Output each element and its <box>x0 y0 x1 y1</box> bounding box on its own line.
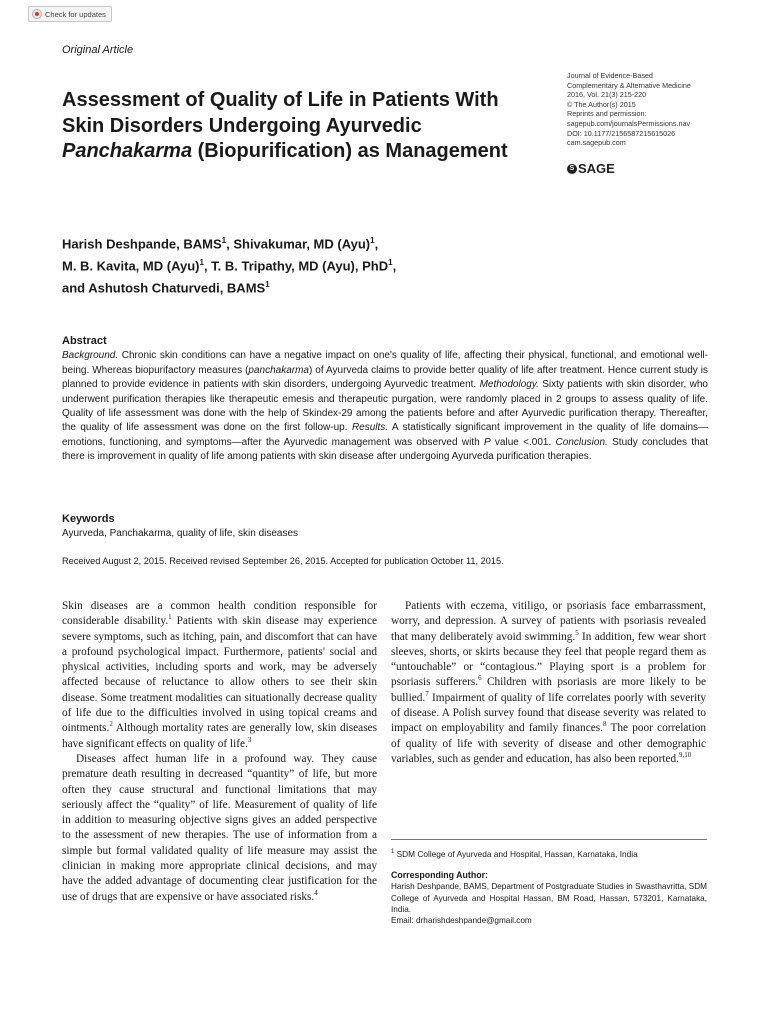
title-text-1: Assessment of Quality of Life in Patients With Skin Disorders Undergoing Ayurvedic <box>62 89 499 137</box>
author-name: , Shivakumar, MD (Ayu) <box>226 236 371 252</box>
abstract-label: Results. <box>351 422 389 434</box>
body-text: Diseases affect human life in a profound way. They cause premature death resulting in decreased “quantity” of life, but more often they cause structural and functional limitations that may seriously affect the “quality” of life. Measurement of quality of life in addition to measuring objective signs gives an added perspective to the assessment of new therapies. The use of information from a simple but formal validated quality of life measure may assist the clinician in making more appropriate clinical decisions, and may have the added advantage of documenting clear justification for the use of drugs that are expensive or have associated risks. <box>62 752 377 903</box>
reference-link[interactable]: 6 <box>478 674 482 683</box>
reference-link[interactable]: 3 <box>247 735 252 744</box>
journal-line: Complementary & Alternative Medicine <box>567 80 691 90</box>
body-text: Impairment of quality of life correlates poorly with severity of disease. A Polish survey found that disease severity was related to impact on employability and family finances. <box>391 691 706 735</box>
article-title <box>62 88 512 165</box>
author-separator: , <box>392 258 397 274</box>
email-link[interactable]: Email: drharishdeshpande@gmail.com <box>391 916 532 926</box>
article-type: Original Article <box>62 44 134 56</box>
sage-logo <box>567 161 615 176</box>
affiliation-mark: 1 <box>391 849 395 856</box>
affiliation-mark: 1 <box>370 236 375 245</box>
update-icon <box>32 9 42 19</box>
abstract-text: value <.001. <box>490 436 552 448</box>
sage-logo-icon: S <box>567 164 577 174</box>
journal-info <box>567 71 737 148</box>
corresponding-author <box>391 870 707 926</box>
reference-link[interactable]: 1 <box>168 613 172 622</box>
journal-line: 2016, Vol. 21(3) 215-220 <box>567 90 647 100</box>
author-name: , T. B. Tripathy, MD (Ayu), PhD <box>203 258 389 274</box>
abstract-italic-term: P <box>483 436 491 448</box>
journal-line: Journal of Evidence-Based <box>567 71 653 80</box>
abstract-label: Conclusion. <box>555 436 608 448</box>
abstract-heading: Abstract <box>62 335 107 347</box>
body-text: Patients with eczema, vitiligo, or psoriasis face embarrassment, worry, and depression. A survey of patients with psoriasis revealed that many deliberately avoid swimming. <box>391 600 706 643</box>
author-name: M. B. Kavita, MD (Ayu) <box>62 258 200 274</box>
publication-dates: Received August 2, 2015. Received revised September 26, 2015. Accepted for publication October 11, 2015. <box>62 556 504 566</box>
abstract-label: Methodology. <box>479 379 539 391</box>
affiliation-footnote <box>391 849 707 859</box>
body-text: Skin diseases are a common health condition responsible for considerable disability. <box>62 600 377 628</box>
affiliation-text: SDM College of Ayurveda and Hospital, Hassan, Karnataka, India <box>394 849 638 859</box>
publisher-name: SAGE <box>578 161 615 176</box>
abstract-text: ) of Ayurveda claims to provide better quality of life after treatment. Hence current study is planned to provide evidence in patients with skin disorders, undergoing Ayurvedic treatment. <box>62 364 708 391</box>
abstract-text: A statistically significant improvement in the quality of life domains—emotions, functioning, and symptoms—after the Ayurvedic management was observed with <box>62 422 708 448</box>
reference-link[interactable]: 7 <box>425 690 429 699</box>
title-italic: Panchakarma <box>62 140 193 162</box>
reference-link[interactable]: 9,10 <box>678 751 692 760</box>
affiliation-mark: 1 <box>265 279 270 289</box>
journal-line: sagepub.com/journalsPermissions.nav <box>567 118 691 128</box>
abstract-section <box>62 334 708 465</box>
keywords-heading: Keywords <box>62 513 115 525</box>
author-list <box>62 232 492 297</box>
reference-link[interactable]: 8 <box>602 720 607 729</box>
footnote-divider <box>391 839 707 840</box>
body-text: Children with psoriasis are more likely to be bullied. <box>391 676 706 704</box>
abstract-label: Background. <box>62 350 119 362</box>
affiliation-mark: 1 <box>199 257 204 267</box>
journal-line: Reprints and permission: <box>567 109 647 119</box>
check-for-updates-label: Check for updates <box>45 9 106 19</box>
abstract-text: Sixty patients with skin disorder, who underwent purification therapies like therapeutic emesis and therapeutic purgation, were randomly placed in 2 groups to assess quality of life. Quality of life assessment was done with the help of Skindex-29 among the patients before and after Ayurvedic purification therapy. Thereafter, the quality of life assessment was done on the first follow-up. <box>62 379 708 434</box>
affiliation-mark: 1 <box>221 236 227 245</box>
reference-link[interactable]: 2 <box>109 720 113 729</box>
body-column-left <box>62 599 377 905</box>
journal-line: © The Author(s) 2015 <box>567 99 636 109</box>
journal-url-link[interactable]: cam.sagepub.com <box>567 138 626 148</box>
abstract-italic-term: panchakarma <box>248 364 309 376</box>
corresponding-author-address: Harish Deshpande, BAMS, Department of Postgraduate Studies in Swasthavritta, SDM College of Ayurveda and Hospital Hassan, BM Road, Hassan, 573201, Karnataka, India. <box>391 882 707 914</box>
body-text: In addition, few wear short sleeves, shorts, or skirts because they feel that people regard them as “untouchable” or “contagious.” Playing sport is a problem for psoriasis sufferers. <box>391 630 706 689</box>
title-text-2: (Biopurification) as Management <box>192 140 508 162</box>
body-text: Patients with skin disease may experience severe symptoms, such as itching, pain, and discomfort that can have a profound psychological impact. Furthermore, patients' social and physical activities, including sports and work, may be adversely affected because of reluctance to allow others to see their skin disease. Some treatment modalities can situationally decrease quality of life due to the difficulties involved in using topical creams and ointments. <box>62 615 377 735</box>
keywords-section <box>62 512 708 541</box>
author-name: Harish Deshpande, BAMS <box>62 236 222 252</box>
abstract-text: Chronic skin conditions can have a negative impact on one's quality of life, affecting their physical, functional, and emotional well-being. Whereas biopurifactory measures ( <box>62 350 708 376</box>
body-text: The poor correlation of quality of life with severity of disease and other demographic variables, such as gender and education, has also been reported. <box>391 722 707 765</box>
abstract-text: Study concludes that there is improvement in quality of life among patients with skin disease after undergoing Ayurveda purification therapies. <box>62 436 709 463</box>
reference-link[interactable]: 4 <box>314 888 318 897</box>
body-text: Although mortality rates are generally low, skin diseases have significant effects on quality of life. <box>62 722 377 750</box>
body-column-right <box>391 599 706 767</box>
author-separator: , <box>374 236 379 252</box>
body-paragraph <box>62 599 377 752</box>
body-paragraph <box>62 752 377 905</box>
check-for-updates-button[interactable] <box>28 6 112 22</box>
corresponding-author-heading: Corresponding Author: <box>391 870 488 880</box>
affiliation-mark: 1 <box>388 257 393 267</box>
author-name: and Ashutosh Chaturvedi, BAMS <box>62 279 266 295</box>
doi-link[interactable]: DOI: 10.1177/2156587215615026 <box>567 128 676 138</box>
reference-link[interactable]: 5 <box>575 628 579 637</box>
body-paragraph <box>391 599 706 767</box>
keywords-text: Ayurveda, Panchakarma, quality of life, skin diseases <box>62 528 299 539</box>
